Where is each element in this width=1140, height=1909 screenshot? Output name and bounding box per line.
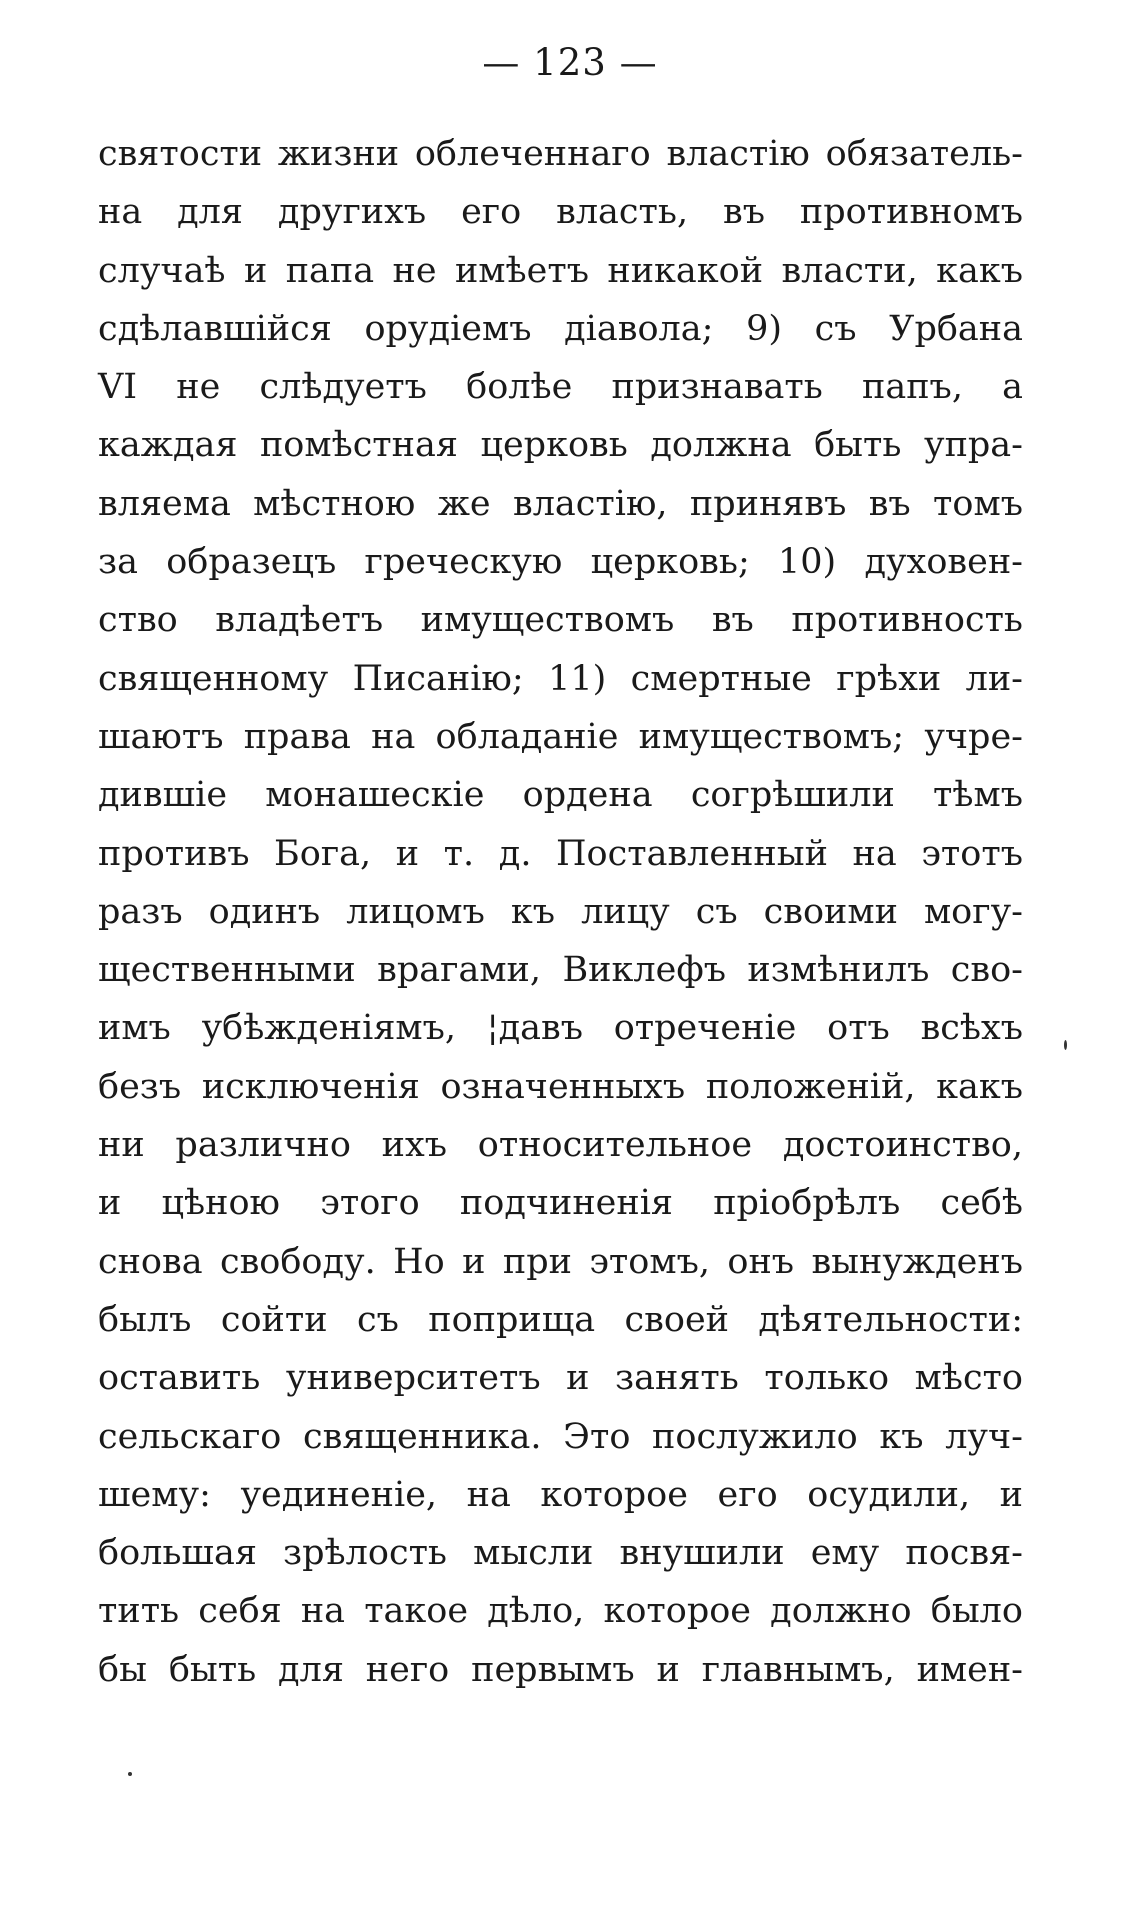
scan-speck — [128, 1772, 132, 1776]
text-line: шему: уединеніе, на которое его осудили, и — [98, 1474, 1023, 1515]
body-text — [98, 125, 1023, 1699]
text-line: имъ убѣжденіямъ, ¦давъ отреченіе отъ всѣхъ — [98, 1008, 1023, 1049]
text-line: шаютъ права на обладаніе имуществомъ; учре- — [98, 716, 1023, 757]
text-line: каждая помѣстная церковь должна быть упра- — [98, 425, 1023, 466]
text-line: тить себя на такое дѣло, которое должно было — [98, 1591, 1023, 1632]
text-line: на для другихъ его власть, въ противномъ — [98, 192, 1023, 233]
scan-speck — [1064, 1040, 1067, 1050]
text-line: сельскаго священника. Это послужило къ луч- — [98, 1416, 1023, 1457]
text-line: VI не слѣдуетъ болѣе признавать папъ, а — [98, 367, 1023, 408]
text-line: вляема мѣстною же властію, принявъ въ томъ — [98, 483, 1023, 524]
text-line: дившіе монашескіе ордена согрѣшили тѣмъ — [98, 775, 1023, 816]
text-line: противъ Бога, и т. д. Поставленный на этотъ — [98, 833, 1023, 874]
text-line: былъ сойти съ поприща своей дѣятельности: — [98, 1299, 1023, 1340]
text-line: и цѣною этого подчиненія пріобрѣлъ себѣ — [98, 1183, 1023, 1224]
text-line: ни различно ихъ относительное достоинство, — [98, 1125, 1023, 1166]
text-line: бы быть для него первымъ и главнымъ, имен- — [98, 1649, 1023, 1690]
text-line: снова свободу. Но и при этомъ, онъ вынужденъ — [98, 1241, 1023, 1282]
text-line: святости жизни облеченнаго властію обязатель- — [98, 134, 1023, 174]
text-line: безъ исключенія означенныхъ положеній, какъ — [98, 1066, 1023, 1107]
text-line: щественными врагами, Виклефъ измѣнилъ сво- — [98, 950, 1023, 991]
text-line: разъ одинъ лицомъ къ лицу съ своими могу- — [98, 891, 1023, 932]
text-line: большая зрѣлость мысли внушили ему посвя- — [98, 1533, 1023, 1574]
text-line: случаѣ и папа не имѣетъ никакой власти, какъ — [98, 250, 1023, 291]
text-line: священному Писанію; 11) смертные грѣхи ли- — [98, 658, 1023, 699]
text-line: оставить университетъ и занять только мѣсто — [98, 1358, 1023, 1399]
text-line: за образецъ греческую церковь; 10) духовен- — [98, 542, 1023, 583]
text-line: сдѣлавшійся орудіемъ діавола; 9) съ Урбана — [98, 308, 1023, 349]
page-number: — 123 — — [482, 41, 658, 84]
text-line: ство владѣетъ имуществомъ въ противность — [98, 600, 1023, 641]
